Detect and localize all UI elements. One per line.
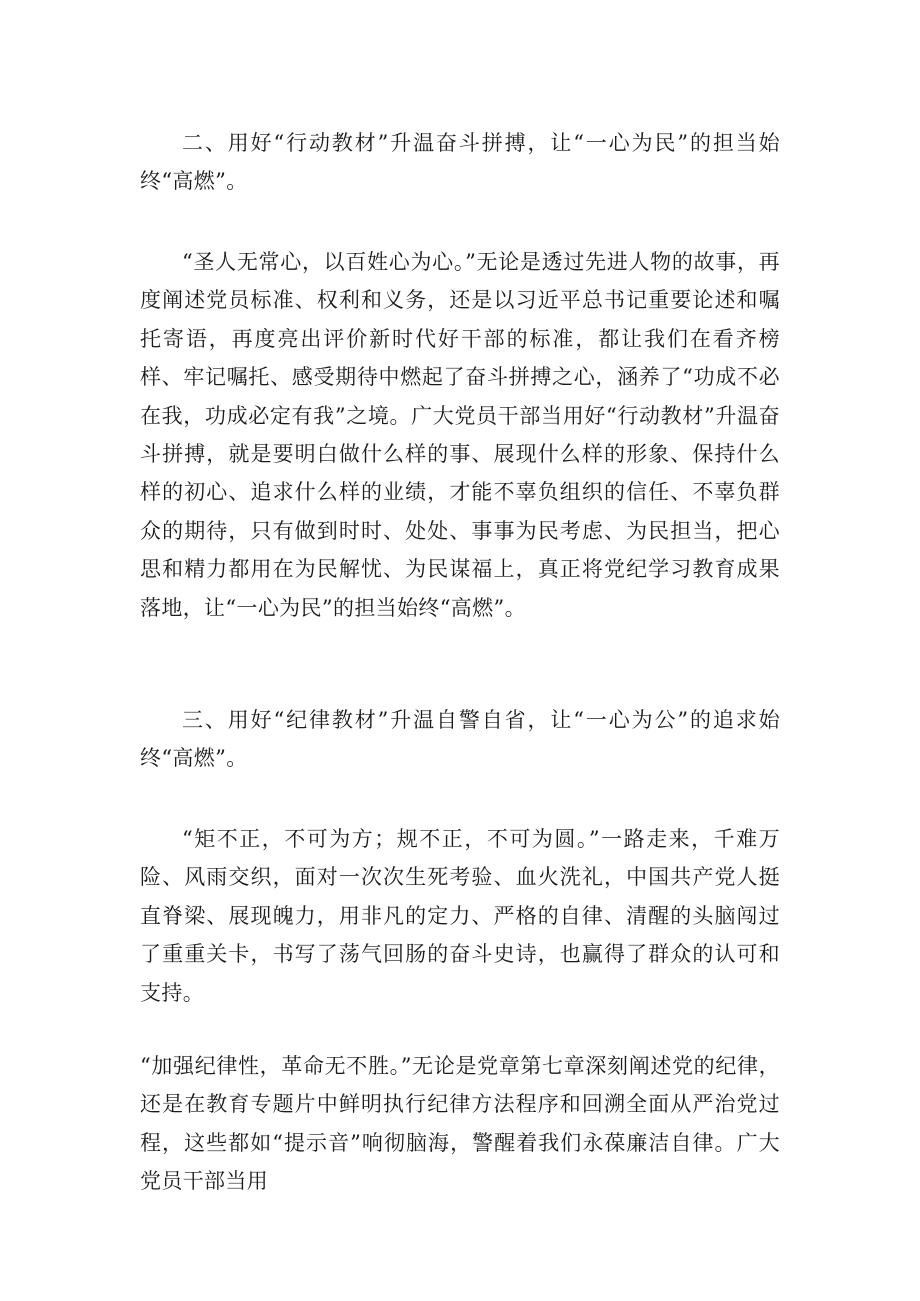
body-paragraph: “矩不正，不可为方；规不正，不可为圆。”一路走来，千难万险、风雨交织，面对一次次生死考验、血火洗礼，中国共产党人挺直脊梁、展现魄力，用非凡的定力、严格的自律、清醒的头脑闯过了重重关卡，书写了荡气回肠的奋斗史诗，也赢得了群众的认可和支持。 <box>140 827 780 1005</box>
section-heading-three: 三、用好“纪律教材”升温自警自省，让“一心为公”的追求始终“高燃”。 <box>140 708 780 771</box>
body-paragraph: “圣人无常心，以百姓心为心。”无论是透过先进人物的故事，再度阐述党员标准、权利和义务，还是以习近平总书记重要论述和嘱托寄语，再度亮出评价新时代好干部的标准，都让我们在看齐榜样、牢记嘱托、感受期待中燃起了奋斗拼搏之心，涵养了“功成不必在我，功成必定有我”之境。广大党员干部当用好“行动教材”升温奋斗拼搏，就是要明白做什么样的事、展现什么样的形象、保持什么样的初心、追求什么样的业绩，才能不辜负组织的信任、不辜负群众的期待，只有做到时时、处处、事事为民考虑、为民担当，把心思和精力都用在为民解忧、为民谋福上，真正将党纪学习教育成果落地，让“一心为民”的担当始终“高燃”。 <box>140 250 780 620</box>
body-paragraph: “加强纪律性，革命无不胜。”无论是党章第七章深刻阐述党的纪律，还是在教育专题片中鲜明执行纪律方法程序和回溯全面从严治党过程，这些都如“提示音”响彻脑海，警醒着我们永葆廉洁自律。广大党员干部当用 <box>140 1054 780 1194</box>
section-heading-two: 二、用好“行动教材”升温奋斗拼搏，让“一心为民”的担当始终“高燃”。 <box>140 131 780 194</box>
